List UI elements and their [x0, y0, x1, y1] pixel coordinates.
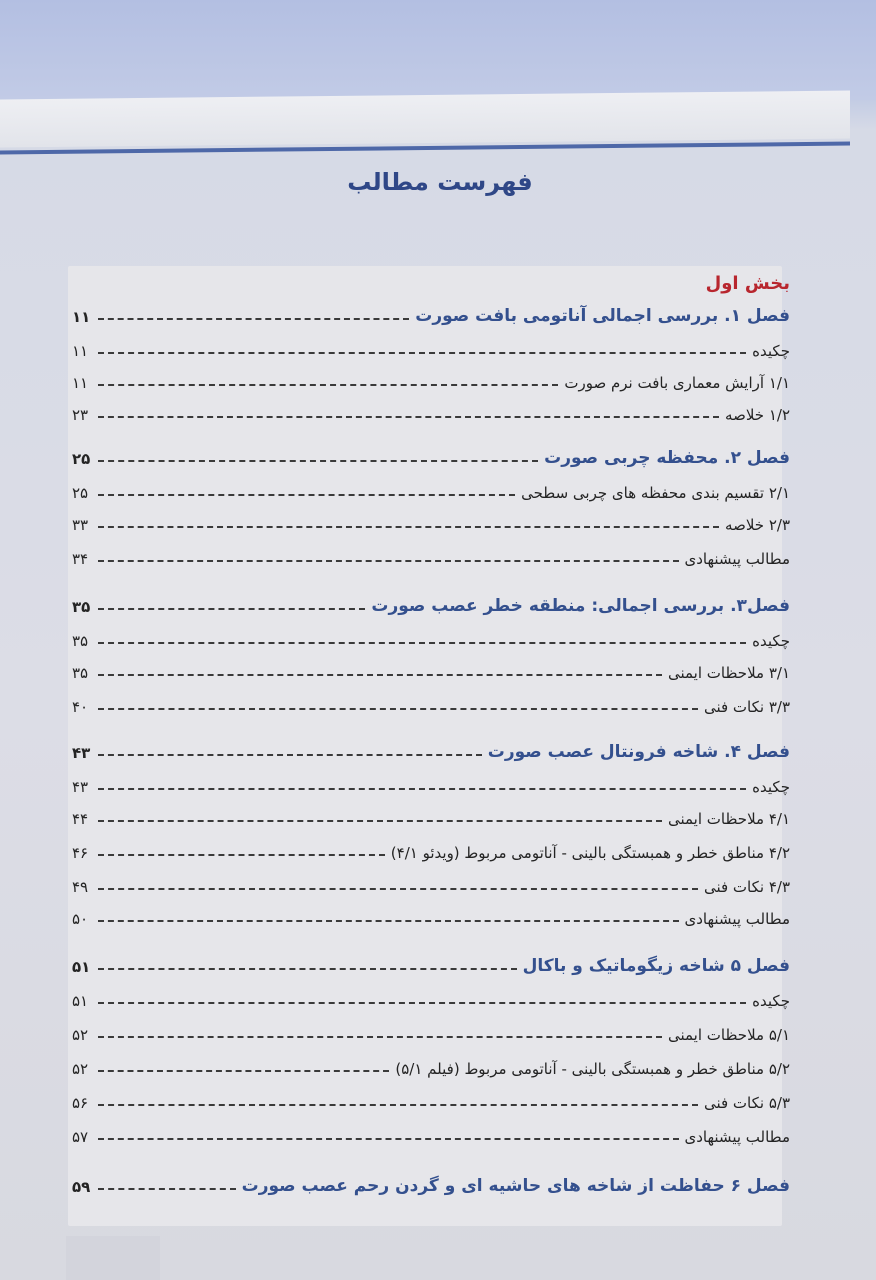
toc-item-title: چکیده [752, 778, 790, 796]
toc-item-row [72, 834, 790, 862]
toc-item-row [72, 396, 790, 424]
toc-page-number: ۵۱ [72, 992, 89, 1010]
toc-page-number: ۴۶ [72, 844, 89, 862]
toc-page-number: ۴۰ [72, 698, 89, 716]
toc-chapter-row [72, 734, 790, 762]
toc-leader-dashes [98, 820, 662, 822]
toc-item-title: ۵/۲ مناطق خطر و همبستگی بالینی - آناتومی مربوط (فیلم ۵/۱) [395, 1060, 790, 1078]
toc-chapter-row [72, 948, 790, 976]
toc-item-title: مطالب پیشنهادی [684, 550, 790, 568]
toc-page-number: ۵۲ [72, 1060, 89, 1078]
page-title: فهرست مطالب [347, 168, 533, 196]
toc-leader-dashes [98, 1036, 662, 1038]
toc-page-number: ۴۳ [72, 778, 89, 796]
toc-leader-dashes [98, 642, 746, 644]
toc-page-number: ۴۳ [72, 744, 91, 762]
toc-item-title: ۱/۲ خلاصه [725, 406, 790, 424]
toc-item-row [72, 474, 790, 502]
toc-leader-dashes [98, 968, 517, 970]
toc-item-row [72, 654, 790, 682]
toc-item-title: ۳/۱ ملاحظات ایمنی [667, 664, 790, 682]
toc-page-number: ۱۱ [72, 374, 89, 392]
toc-leader-dashes [98, 384, 558, 386]
toc-item-title: ۴/۱ ملاحظات ایمنی [667, 810, 790, 828]
toc-leader-dashes [98, 460, 538, 462]
toc-item-title: مطالب پیشنهادی [684, 1128, 790, 1146]
toc-chapter-title: فصل۳. بررسی اجمالی: منطقه خطر عصب صورت [371, 596, 790, 616]
toc-leader-dashes [98, 608, 365, 610]
toc-item-row [72, 1016, 790, 1044]
toc-page-number: ۵۲ [72, 1026, 89, 1044]
toc-item-row [72, 1084, 790, 1112]
toc-chapter-title: فصل ۶ حفاظت از شاخه های حاشیه ای و گردن رحم عصب صورت [241, 1176, 790, 1196]
toc-item-row [72, 1118, 790, 1146]
toc-chapter-row [72, 588, 790, 616]
toc-page-number: ۵۱ [72, 958, 91, 976]
toc-item-row [72, 900, 790, 928]
toc-leader-dashes [98, 1138, 679, 1140]
part-heading-row [72, 266, 790, 294]
toc-item-row [72, 982, 790, 1010]
toc-page-number: ۴۴ [72, 810, 89, 828]
toc-leader-dashes [98, 1002, 746, 1004]
toc-page-number: ۱۱ [72, 342, 89, 360]
toc-item-title: چکیده [752, 992, 790, 1010]
toc-chapter-title: فصل ۱. بررسی اجمالی آناتومی بافت صورت [415, 306, 790, 326]
toc-item-title: ۲/۱ تقسیم بندی محفظه های چربی سطحی [521, 484, 790, 502]
toc-page-number: ۲۳ [72, 406, 89, 424]
toc-page-number: ۳۵ [72, 664, 89, 682]
toc-leader-dashes [98, 854, 385, 856]
toc-item-row [72, 800, 790, 828]
toc-page-number: ۵۶ [72, 1094, 89, 1112]
toc-leader-dashes [98, 920, 679, 922]
toc-leader-dashes [98, 674, 662, 676]
toc-leader-dashes [98, 788, 746, 790]
toc-page-number: ۳۳ [72, 516, 89, 534]
toc-item-row [72, 506, 790, 534]
toc-item-title: چکیده [752, 632, 790, 650]
toc-item-row [72, 688, 790, 716]
toc-page-number: ۵۷ [72, 1128, 89, 1146]
toc-leader-dashes [98, 708, 698, 710]
toc-item-title: ۱/۱ آرایش معماری بافت نرم صورت [564, 374, 790, 392]
toc-item-title: ۴/۳ نکات فنی [703, 878, 790, 896]
toc-chapter-row [72, 1168, 790, 1196]
toc-chapter-row [72, 298, 790, 326]
toc-item-row [72, 768, 790, 796]
toc-chapter-title: فصل ۴. شاخه فرونتال عصب صورت [487, 742, 790, 762]
toc-chapter-title: فصل ۵ شاخه زیگوماتیک و باکال [522, 956, 790, 976]
toc-page-number: ۳۵ [72, 598, 91, 616]
toc-item-row [72, 868, 790, 896]
toc-leader-dashes [98, 494, 515, 496]
toc-leader-dashes [98, 1070, 389, 1072]
toc-chapter-row [72, 440, 790, 468]
toc-item-row [72, 622, 790, 650]
toc-leader-dashes [98, 318, 409, 320]
toc-item-title: چکیده [752, 342, 790, 360]
toc-leader-dashes [98, 1104, 698, 1106]
toc-page-number: ۳۵ [72, 632, 89, 650]
toc-page-number: ۵۹ [72, 1178, 91, 1196]
toc-page-number: ۳۴ [72, 550, 89, 568]
toc-page-number: ۵۰ [72, 910, 89, 928]
toc-item-row [72, 364, 790, 392]
toc-leader-dashes [98, 416, 719, 418]
part-heading: بخش اول [705, 273, 790, 294]
toc-leader-dashes [98, 526, 719, 528]
toc-item-title: ۳/۳ نکات فنی [703, 698, 790, 716]
toc-page-number: ۲۵ [72, 484, 89, 502]
toc-leader-dashes [98, 560, 679, 562]
toc-item-title: مطالب پیشنهادی [684, 910, 790, 928]
toc-page-number: ۱۱ [72, 308, 91, 326]
toc-leader-dashes [98, 1188, 236, 1190]
toc-item-title: ۵/۳ نکات فنی [703, 1094, 790, 1112]
toc-chapter-title: فصل ۲. محفظه چربی صورت [544, 448, 790, 468]
toc-item-row [72, 1050, 790, 1078]
toc-item-title: ۵/۱ ملاحظات ایمنی [667, 1026, 790, 1044]
toc-item-row [72, 540, 790, 568]
toc-page-number: ۴۹ [72, 878, 89, 896]
toc-leader-dashes [98, 352, 746, 354]
toc-leader-dashes [98, 754, 482, 756]
toc-page-number: ۲۵ [72, 450, 91, 468]
toc-item-title: ۲/۳ خلاصه [725, 516, 790, 534]
toc-item-title: ۴/۲ مناطق خطر و همبستگی بالینی - آناتومی مربوط (ویدئو ۴/۱) [390, 844, 790, 862]
toc-item-row [72, 332, 790, 360]
toc-leader-dashes [98, 888, 698, 890]
